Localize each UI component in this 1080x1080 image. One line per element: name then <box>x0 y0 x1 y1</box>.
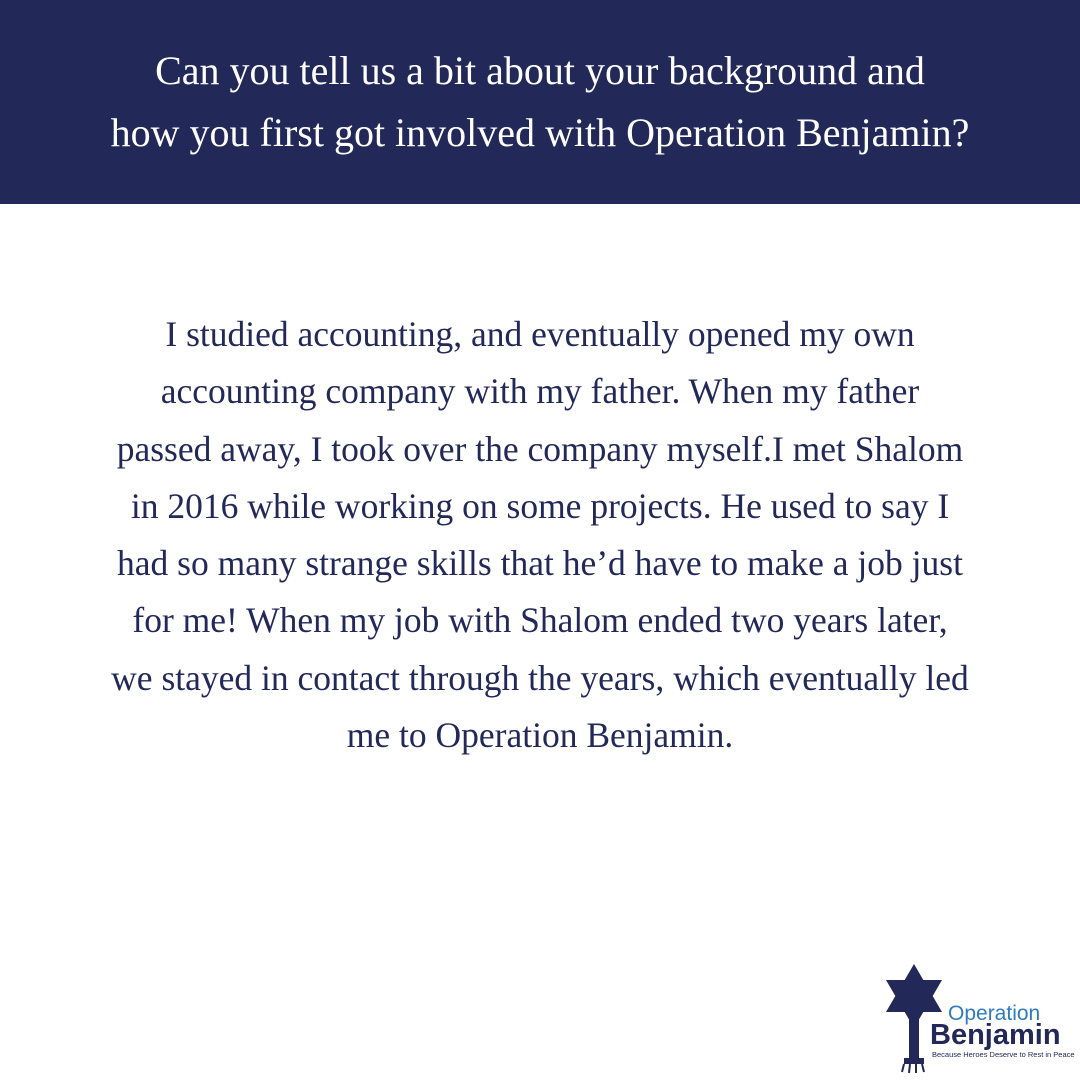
answer-text: I studied accounting, and eventually opened my own accounting company with my father. When my father passed away, I took over the company myself.I met Shalom in 2016 while working on some projects. He used to say I had so many strange skills that he’d have to make a job just for me! When my job with Shalom ended two years later, we stayed in contact through the years, which eventually led me to Operation Benjamin. <box>111 314 969 756</box>
logo-word-operation: Operation <box>948 1002 1041 1025</box>
logo-word-benjamin: Benjamin <box>930 1019 1061 1051</box>
question-heading <box>40 40 1040 164</box>
logo-tagline: Because Heroes Deserve to Rest in Peace <box>932 1050 1075 1059</box>
operation-benjamin-logo <box>882 962 1078 1074</box>
question-line-2: how you first got involved with Operation Benjamin? <box>110 110 970 155</box>
question-line-1: Can you tell us a bit about your background and <box>155 48 925 93</box>
question-banner <box>0 0 1080 204</box>
